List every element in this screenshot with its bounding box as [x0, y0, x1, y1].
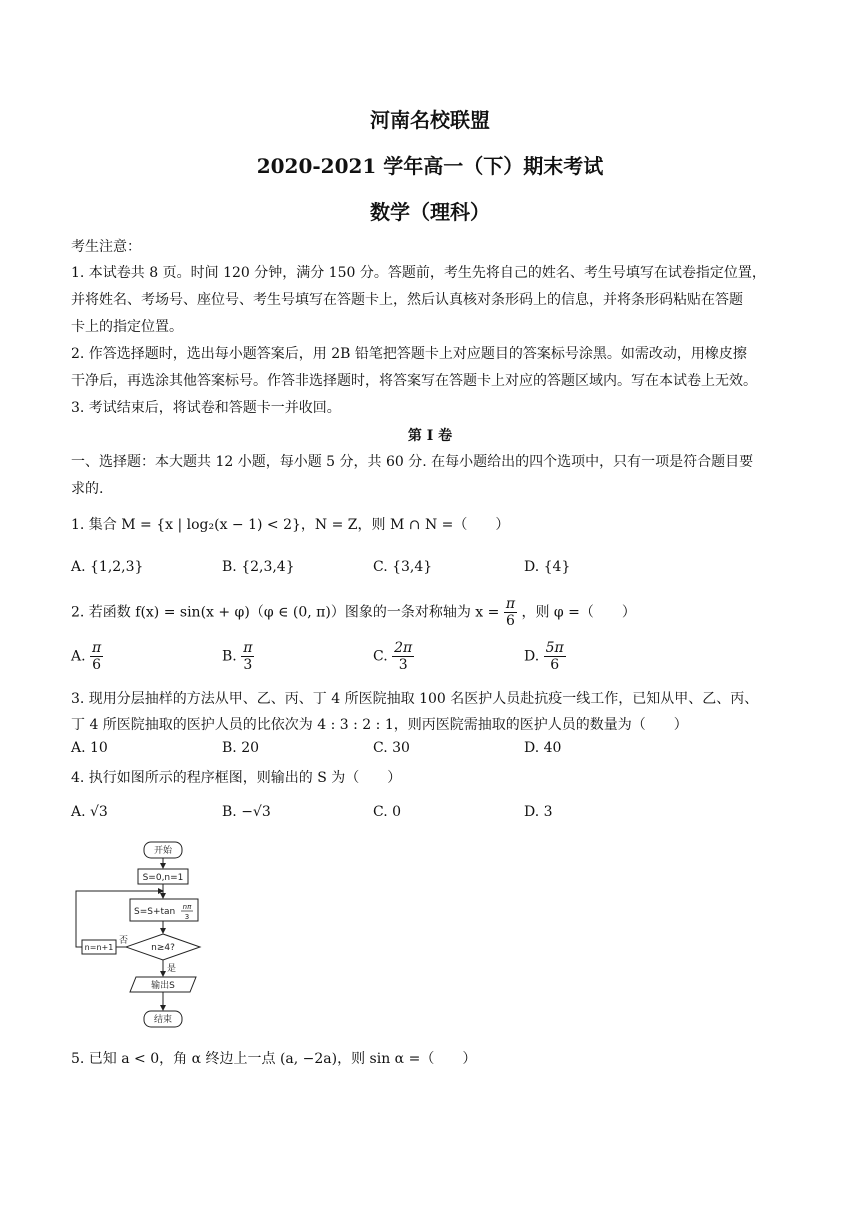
q4-option-b: B. −√3: [222, 804, 271, 820]
flow-end-label: 结束: [153, 1015, 173, 1025]
flow-update-numerator: nπ: [182, 903, 192, 911]
flow-update-label: S=S+tan: [134, 907, 176, 917]
flow-increment-label: n=n+1: [84, 943, 114, 952]
option-fraction: [544, 640, 566, 673]
section-intro: 一、选择题：本大题共 12 小题，每小题 5 分，共 60 分. 在每小题给出的四个选项中，只有一项是符合题目要: [71, 454, 754, 470]
notice-line: 干净后，再选涂其他答案标号。作答非选择题时，将答案写在答题卡上对应的答题区域内。写在本试卷上无效。: [71, 373, 757, 389]
flow-start-label: 开始: [153, 846, 173, 856]
notice-line: 并将姓名、考场号、座位号、考生号填写在答题卡上，然后认真核对条形码上的信息，并将条形码粘贴在答题: [71, 292, 743, 308]
question-5-stem: 5. 已知 a < 0，角 α 终边上一点 (a, −2a)，则 sin α =（ ）: [71, 1051, 477, 1067]
option-letter: A.: [71, 648, 86, 665]
fraction-denominator: 6: [505, 613, 515, 629]
option-letter: D.: [524, 648, 540, 665]
q3-option-a: A. 10: [71, 740, 108, 756]
option-fraction: [392, 640, 414, 673]
q1-option-c: C. {3,4}: [373, 559, 433, 575]
flow-init-label: S=0,n=1: [142, 873, 184, 883]
q2-option-c: [373, 640, 414, 673]
fraction-numerator: π: [243, 640, 253, 656]
question-2-stem: [71, 596, 636, 629]
notice-line: 1. 本试卷共 8 页。时间 120 分钟，满分 150 分。答题前，考生先将自己的姓名、考生号填写在试卷指定位置，: [71, 265, 766, 281]
flow-condition-label: n≥4?: [151, 943, 175, 953]
q2-option-b: [222, 640, 254, 673]
q3-option-b: B. 20: [222, 740, 260, 756]
notice-heading: 考生注意：: [71, 239, 141, 255]
exam-union-title: 河南名校联盟: [370, 108, 490, 132]
flow-no-label: 否: [119, 936, 129, 946]
question-3-stem-cont: 丁 4 所医院抽取的医护人员的比依次为 4 : 3 : 2 : 1，则丙医院需抽取的医护人员的数量为（ ）: [71, 717, 688, 733]
q1-option-a: A. {1,2,3}: [71, 559, 144, 575]
q2-stem-part-b: ，则 φ =（ ）: [521, 604, 636, 621]
fraction-numerator: 2π: [394, 640, 413, 656]
q4-option-c: C. 0: [373, 804, 402, 820]
section-intro-cont: 求的.: [71, 481, 104, 497]
fraction-numerator: π: [92, 640, 102, 656]
q1-option-b: B. {2,3,4}: [222, 559, 295, 575]
fraction-denominator: 3: [398, 657, 408, 673]
section-title: 第 I 卷: [407, 428, 453, 444]
question-4-stem: 4. 执行如图所示的程序框图，则输出的 S 为（ ）: [71, 770, 402, 786]
fraction-denominator: 6: [92, 657, 102, 673]
fraction-denominator: 6: [550, 657, 560, 673]
flow-output-label: 输出S: [151, 981, 175, 991]
q3-option-d: D. 40: [524, 740, 562, 756]
notice-line: 卡上的指定位置。: [71, 319, 183, 335]
notice-line: 3. 考试结束后，将试卷和答题卡一并收回。: [71, 400, 341, 416]
q1-option-d: D. {4}: [524, 559, 571, 575]
fraction-numerator: π: [505, 596, 516, 612]
fraction-denominator: 3: [243, 657, 253, 673]
flow-yes-label: 是: [167, 964, 177, 974]
q2-option-a: [71, 640, 103, 673]
q2-stem-part-a: 2. 若函数 f(x) = sin(x + φ)（φ ∈ (0, π)）图象的一条对称轴为 x =: [71, 604, 500, 621]
notice-line: 2. 作答选择题时，选出每小题答案后，用 2B 铅笔把答题卡上对应题目的答案标号涂黑。如需改动，用橡皮擦: [71, 346, 747, 362]
q4-option-a: A. √3: [71, 804, 108, 820]
option-letter: B.: [222, 648, 237, 665]
q2-stem-fraction: [504, 596, 517, 629]
flow-update-denominator: 3: [184, 913, 190, 921]
exam-year-title: 2020-2021 学年高一（下）期末考试: [256, 154, 604, 178]
program-flowchart: [72, 838, 212, 1033]
exam-subject-title: 数学（理科）: [370, 200, 490, 224]
option-letter: C.: [373, 648, 388, 665]
fraction-numerator: 5π: [545, 640, 564, 656]
q4-option-d: D. 3: [524, 804, 553, 820]
question-3-stem: 3. 现用分层抽样的方法从甲、乙、丙、丁 4 所医院抽取 100 名医护人员赴抗疫一线工作，已知从甲、乙、丙、: [71, 691, 759, 707]
option-fraction: [90, 640, 103, 673]
q2-option-d: [524, 640, 566, 673]
q3-option-c: C. 30: [373, 740, 410, 756]
option-fraction: [241, 640, 254, 673]
question-1-stem: 1. 集合 M = {x | log₂(x − 1) < 2}，N = Z，则 M ∩ N =（ ）: [71, 517, 510, 533]
